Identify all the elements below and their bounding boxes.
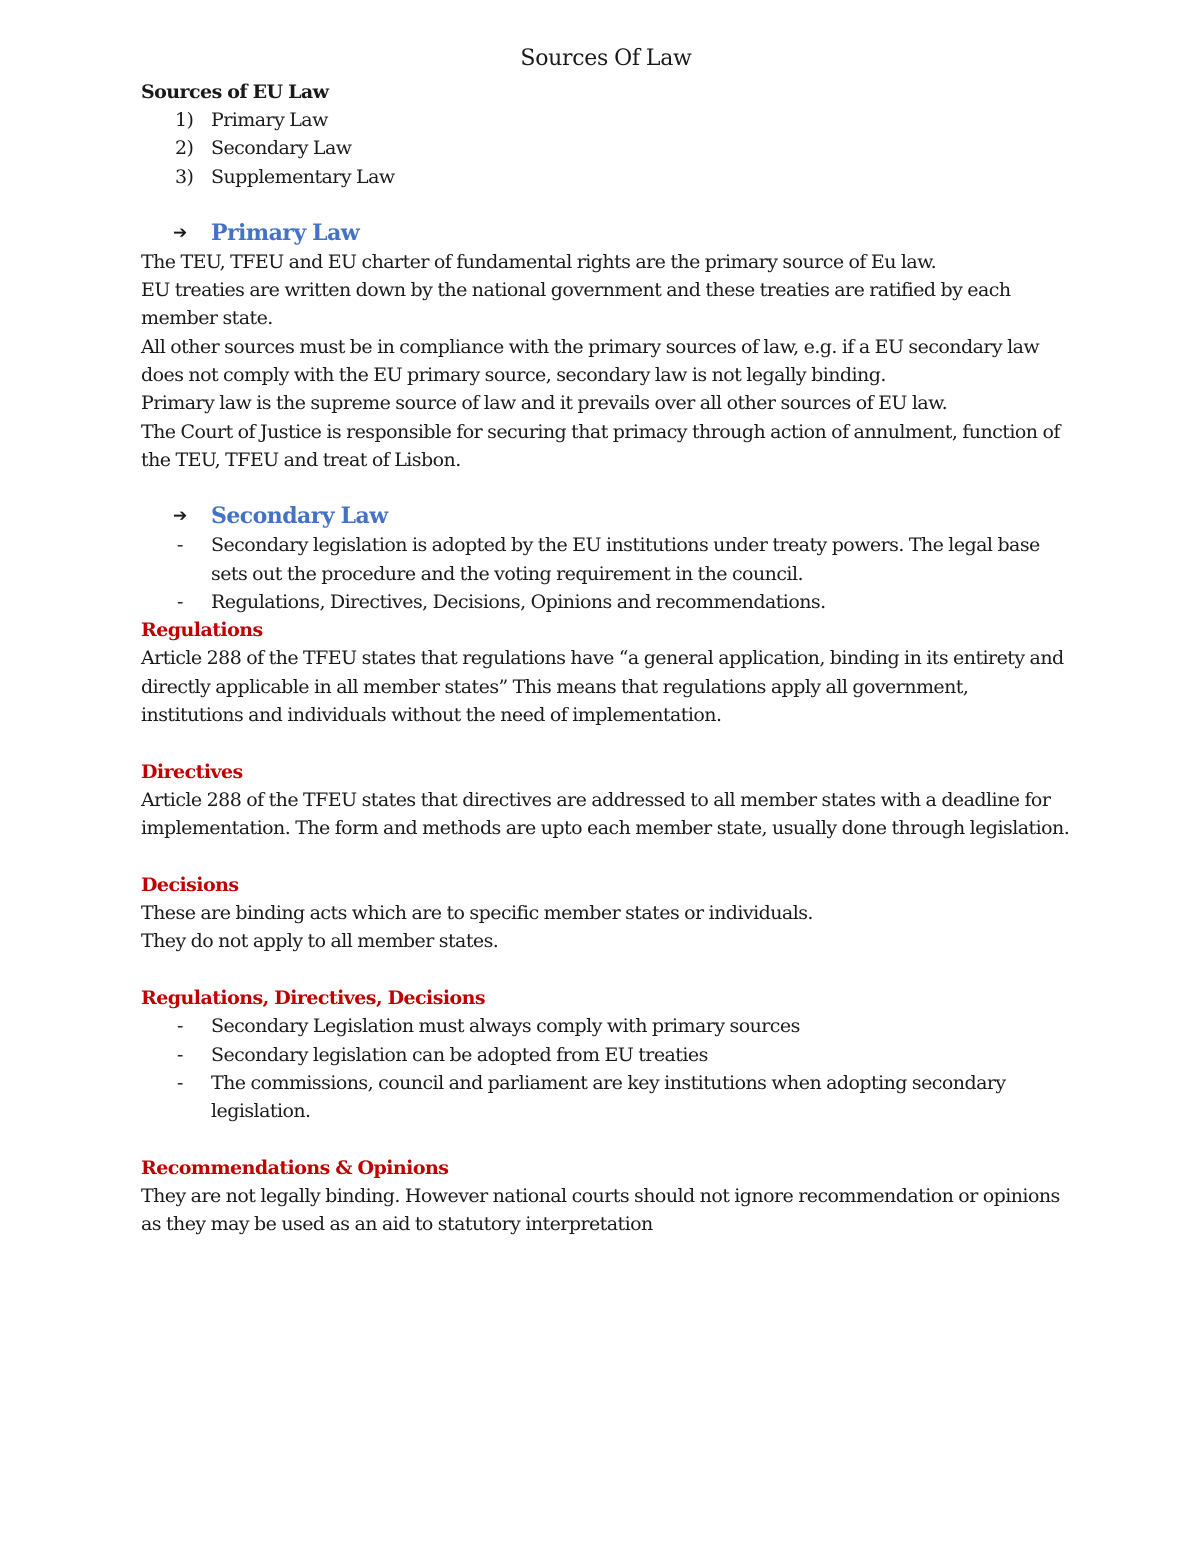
intro-heading: Sources of EU Law [141,81,329,103]
decisions-heading: Decisions [141,873,239,896]
regulations-text: Article 288 of the TFEU states that regulations have “a general application, binding in its entirety and directly applicable in all member states” This means that regulations apply all government, institutions and individuals without the need of implementation. [141,647,1064,727]
arrow-icon: ➔ [173,222,187,243]
arrow-icon: ➔ [173,506,187,527]
list-item [141,106,1071,134]
rdd-bullets [141,1012,1071,1125]
dash-icon: - [177,590,183,613]
recommendations-text: They are not legally binding. However national courts should not ignore recommendation or opinions as they may be used as an aid to statutory interpretation [141,1185,1060,1236]
list-item-text: Primary Law [211,109,328,131]
list-number: 3) [175,165,194,188]
document-title: Sources Of Law [520,46,692,71]
primary-line: Primary law is the supreme source of law and it prevails over all other sources of EU law. [141,392,948,415]
dash-icon: - [177,1043,183,1066]
dash-icon: - [177,1015,183,1038]
list-item-text: Secondary Law [211,137,352,160]
dash-icon: - [177,1071,183,1094]
primary-line: All other sources must be in compliance with the primary sources of law, e.g. if a EU secondary law does not comply with the EU primary source, secondary law is not legally binding. [141,335,1040,387]
primary-line: The TEU, TFEU and EU charter of fundamental rights are the primary source of Eu law. [141,250,937,273]
primary-line: The Court of Justice is responsible for securing that primacy through action of annulment, function of the TEU, TFEU and treat of Lisbon. [141,420,1060,471]
list-item [141,134,1071,162]
bullet-item [141,531,1071,588]
primary-line: EU treaties are written down by the national government and these treaties are ratified by each member state. [141,279,1011,330]
dash-icon: - [177,534,183,557]
directives-heading: Directives [141,760,243,783]
primary-law-heading-text: Primary Law [211,219,360,246]
bullet-text: Secondary legislation is adopted by the EU institutions under treaty powers. The legal base sets out the procedure and the voting requirement in the council. [211,534,1040,585]
secondary-bullets [141,531,1071,616]
list-item-text: Supplementary Law [211,165,395,188]
primary-law-heading [141,218,1071,248]
bullet-text: Regulations, Directives, Decisions, Opinions and recommendations. [211,590,826,613]
bullet-text: Secondary Legislation must always comply with primary sources [211,1015,800,1038]
recommendations-heading: Recommendations & Opinions [141,1156,449,1179]
bullet-text: Secondary legislation can be adopted from EU treaties [211,1043,708,1066]
list-item [141,163,1071,191]
intro-list [141,106,1071,191]
bullet-text: The commissions, council and parliament are key institutions when adopting secondary legislation. [211,1071,1006,1123]
bullet-item [141,1041,1071,1069]
bullet-item [141,1012,1071,1040]
list-number: 1) [175,109,194,131]
document-page [141,40,1071,1239]
bullet-item [141,1069,1071,1126]
directives-text: Article 288 of the TFEU states that directives are addressed to all member states with a deadline for implementation. The form and methods are upto each member state, usually done through legislation. [141,788,1070,840]
regulations-heading: Regulations [141,619,263,642]
list-number: 2) [175,137,194,160]
secondary-law-heading [141,501,1071,531]
secondary-law-heading-text: Secondary Law [211,503,388,530]
bullet-item [141,588,1071,616]
rdd-heading: Regulations, Directives, Decisions [141,987,486,1010]
decisions-line: These are binding acts which are to specific member states or individuals. [141,902,813,925]
decisions-line: They do not apply to all member states. [141,930,499,953]
